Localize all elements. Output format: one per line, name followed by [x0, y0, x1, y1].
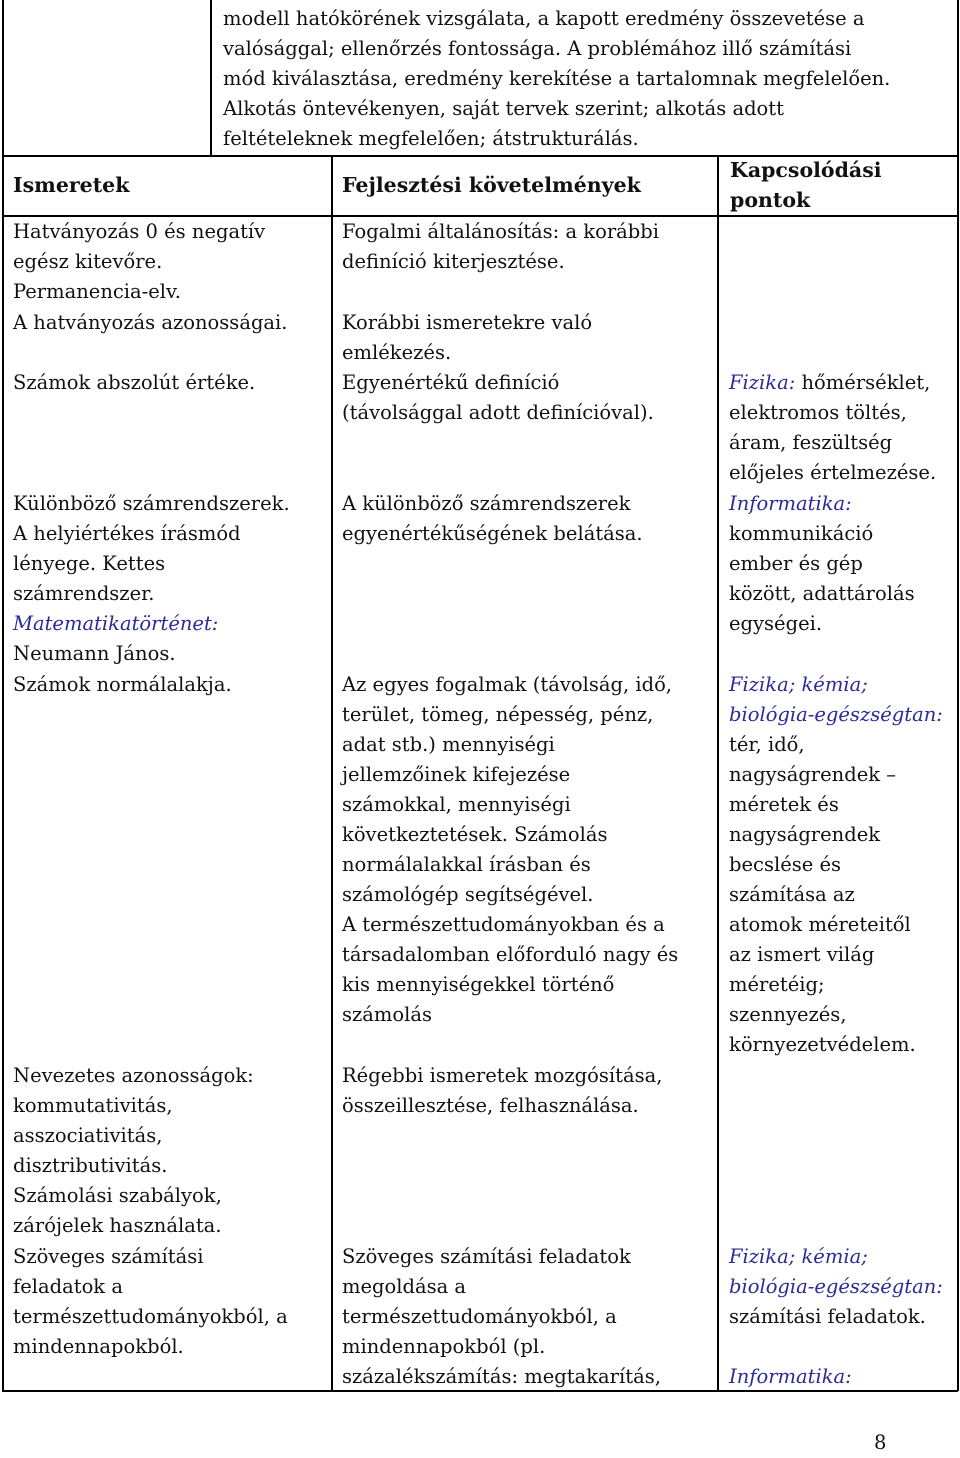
row-abszolut-col2	[342, 368, 654, 428]
text-line: A természettudományokban és a	[342, 913, 665, 936]
text-line: számítási feladatok.	[729, 1305, 926, 1328]
text-line: Számok normálalakja.	[13, 673, 232, 696]
text-line: (távolsággal adott definícióval).	[342, 401, 654, 424]
text-line: kis mennyiségekkel történő	[342, 973, 615, 996]
text-line: Neumann János.	[13, 642, 176, 665]
text-line: zárójelek használata.	[13, 1214, 222, 1237]
text-line: tér, idő,	[729, 733, 805, 756]
table-border-right	[957, 0, 959, 1391]
text-line: jellemzőinek kifejezése	[342, 763, 571, 786]
subject-label: Fizika; kémia;	[729, 1245, 868, 1268]
text-line: egységei.	[729, 612, 823, 635]
text-line: Fogalmi általánosítás: a korábbi	[342, 220, 659, 243]
header-fejlesztesi: Fejlesztési követelmények	[342, 173, 641, 197]
text-line: számológép segítségével.	[342, 883, 594, 906]
text-line: Szöveges számítási feladatok	[342, 1245, 631, 1268]
text-line: ember és gép	[729, 552, 863, 575]
text-line: Számok abszolút értéke.	[13, 371, 256, 394]
text-line: atomok méreteitől	[729, 913, 911, 936]
text-line: környezetvédelem.	[729, 1033, 916, 1056]
row-szamrendszerek-col1	[13, 489, 290, 669]
text-line: asszociativitás,	[13, 1124, 163, 1147]
row-hatvanyozas-col1	[13, 217, 265, 307]
subject-label: Informatika:	[729, 492, 852, 515]
text-line: mindennapokból.	[13, 1335, 184, 1358]
col3-border-left	[717, 156, 719, 1391]
row-abszolut-col1	[13, 368, 255, 398]
text-line: százalékszámítás: megtakarítás,	[342, 1365, 661, 1388]
text-line: összeillesztése, felhasználása.	[342, 1094, 639, 1117]
subject-label: Matematikatörténet:	[13, 612, 219, 635]
text-line: előjeles értelmezése.	[729, 461, 937, 484]
text-line: A különböző számrendszerek	[342, 492, 631, 515]
row-normalalak-col3	[729, 670, 943, 1060]
text-line: méretéig;	[729, 973, 825, 996]
row-azonossagok-col2	[342, 1061, 662, 1121]
text-line: szennyezés,	[729, 1003, 847, 1026]
subject-label: Fizika:	[729, 371, 796, 394]
text-line: méretek és	[729, 793, 839, 816]
text-line: terület, tömeg, népesség, pénz,	[342, 703, 654, 726]
table-border-left	[2, 0, 4, 1391]
col2-border-left	[331, 156, 333, 1391]
text-line: megoldása a	[342, 1275, 467, 1298]
text-line: számítása az	[729, 883, 855, 906]
text-line: lényege. Kettes	[13, 552, 166, 575]
text-line: mindennapokból (pl.	[342, 1335, 546, 1358]
row-azonossagai-col2	[342, 308, 592, 368]
top-line: valósággal; ellenőrzés fontossága. A problémához illő számítási	[223, 37, 852, 60]
row-szoveges-col1	[13, 1242, 288, 1362]
text-line: adat stb.) mennyiségi	[342, 733, 555, 756]
row-szoveges-col3	[729, 1242, 943, 1388]
top-line: Alkotás öntevékenyen, saját tervek szerint; alkotás adott	[223, 97, 784, 120]
text-line: társadalomban előforduló nagy és	[342, 943, 679, 966]
text-line: természettudományokból, a	[13, 1305, 288, 1328]
text-line: Az egyes fogalmak (távolság, idő,	[342, 673, 673, 696]
text-line: Permanencia-elv.	[13, 280, 181, 303]
text-line: kommutativitás,	[13, 1094, 173, 1117]
row-azonossagai-col1	[13, 308, 288, 338]
text-line: Szöveges számítási	[13, 1245, 204, 1268]
page-number: 8	[874, 1431, 887, 1454]
subject-label: biológia-egészségtan:	[729, 1275, 943, 1298]
text-line: Korábbi ismeretekre való	[342, 311, 593, 334]
text-line: természettudományokból, a	[342, 1305, 617, 1328]
row-azonossagok-col1	[13, 1061, 254, 1241]
row-szoveges-col2	[342, 1242, 661, 1392]
text-line: feladatok a	[13, 1275, 123, 1298]
top-line: mód kiválasztása, eredmény kerekítése a tartalomnak megfelelően.	[223, 67, 891, 90]
text-line: egész kitevőre.	[13, 250, 163, 273]
subject-label: biológia-egészségtan:	[729, 703, 943, 726]
top-block-text	[223, 4, 890, 154]
header-kapcsolodasi-2: pontok	[730, 188, 811, 212]
text-line: A hatványozás azonosságai.	[13, 311, 288, 334]
text-line: nagyságrendek	[729, 823, 881, 846]
text-line: disztributivitás.	[13, 1154, 168, 1177]
text-line: becslése és	[729, 853, 842, 876]
top-line: modell hatókörének vizsgálata, a kapott eredmény összevetése a	[223, 7, 865, 30]
text-line	[729, 368, 936, 398]
text-line: Számolási szabályok,	[13, 1184, 222, 1207]
text-line: emlékezés.	[342, 341, 452, 364]
subject-label: Fizika; kémia;	[729, 673, 868, 696]
text-line: nagyságrendek –	[729, 763, 897, 786]
text-line: normálalakkal írásban és	[342, 853, 591, 876]
text-line: A helyiértékes írásmód	[13, 522, 241, 545]
text-line: elektromos töltés,	[729, 401, 907, 424]
text-line: Régebbi ismeretek mozgósítása,	[342, 1064, 663, 1087]
text-line: Nevezetes azonosságok:	[13, 1064, 254, 1087]
top-block-border-left	[210, 0, 212, 156]
text-line: számokkal, mennyiségi	[342, 793, 571, 816]
text-line: definíció kiterjesztése.	[342, 250, 565, 273]
text-line: Egyenértékű definíció	[342, 371, 560, 394]
header-kapcsolodasi-1: Kapcsolódási	[730, 158, 882, 182]
row-normalalak-col2	[342, 670, 678, 1030]
text-line: között, adattárolás	[729, 582, 915, 605]
text-line: áram, feszültség	[729, 431, 893, 454]
row-abszolut-col3	[729, 368, 936, 488]
text-line: Hatványozás 0 és negatív	[13, 220, 266, 243]
row-normalalak-col1	[13, 670, 232, 700]
row-szamrendszerek-col2	[342, 489, 643, 549]
text-fragment: hőmérséklet,	[795, 371, 931, 394]
text-line: az ismert világ	[729, 943, 875, 966]
row-hatvanyozas-col2	[342, 217, 659, 277]
row-szamrendszerek-col3	[729, 489, 915, 639]
header-ismeretek: Ismeretek	[13, 173, 130, 197]
text-line: következtetések. Számolás	[342, 823, 608, 846]
subject-label: Informatika:	[729, 1365, 852, 1388]
text-line: számolás	[342, 1003, 433, 1026]
text-line: számrendszer.	[13, 582, 155, 605]
top-line: feltételeknek megfelelően; átstrukturálás.	[223, 127, 639, 150]
text-line: kommunikáció	[729, 522, 874, 545]
text-line: Különböző számrendszerek.	[13, 492, 290, 515]
text-line: egyenértékűségének belátása.	[342, 522, 643, 545]
